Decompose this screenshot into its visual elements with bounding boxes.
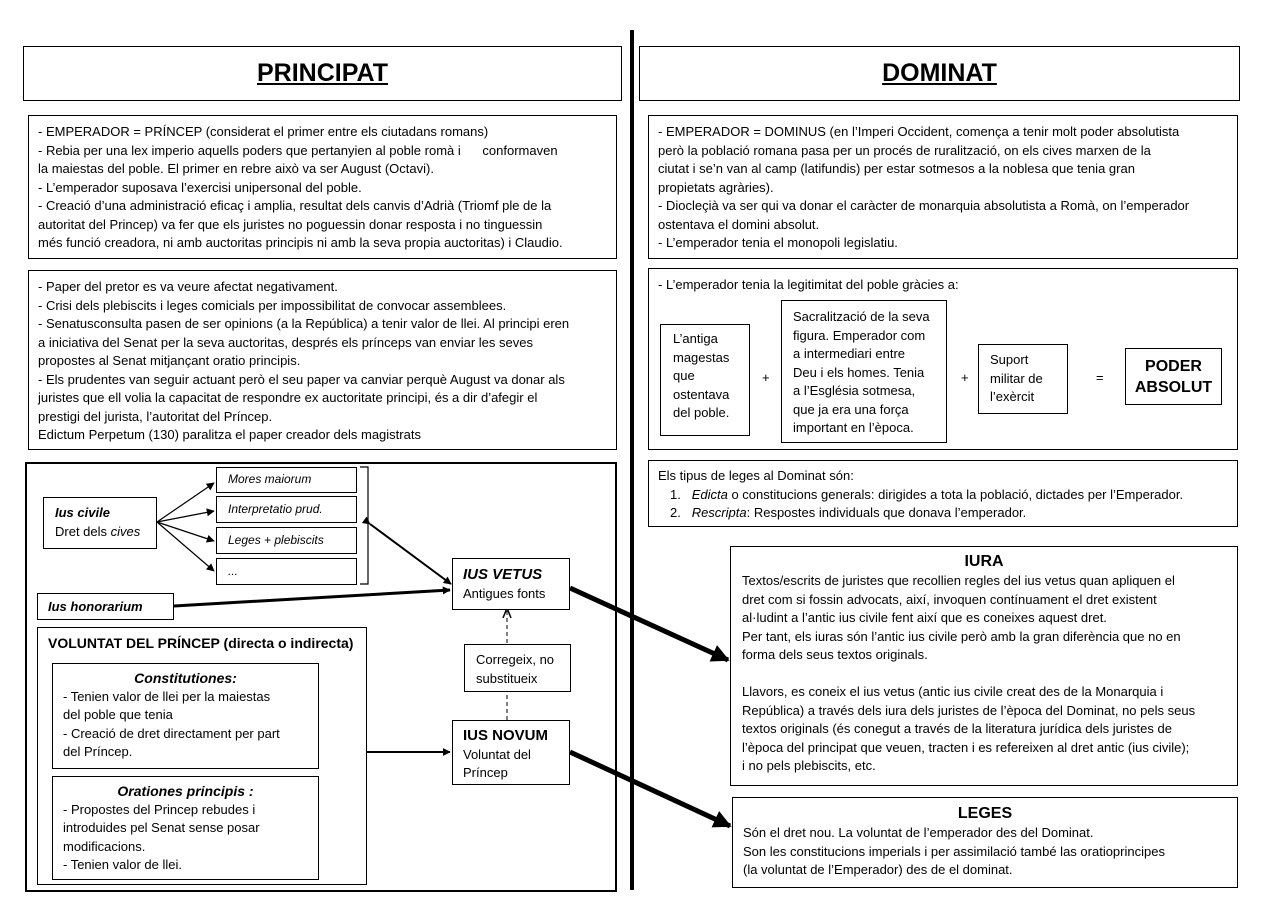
text-line: l’exèrcit <box>990 389 1035 404</box>
ius-civile-box <box>43 497 157 549</box>
principat-consequences-box <box>28 270 617 450</box>
text-line: (la voluntat de l’Emperador) des de el dominat. <box>743 862 1013 877</box>
text-line: - Rebia per una lex imperio aquells poders que pertanyien al poble romà i conformaven <box>38 142 558 158</box>
text-line: - Paper del pretor es va veure afectat negativament. <box>38 279 338 294</box>
text-line: PODER <box>1145 358 1202 375</box>
text-line: - Crisi dels plebiscits i leges comicials per impossibilitat de convocar assemblees. <box>38 297 507 313</box>
source-interpretatio: Interpretatio prud. <box>216 496 357 523</box>
text-line: però la població romana pasa per un procés de ruralització, on els cives marxen de la <box>658 142 1151 158</box>
text-line: Príncep <box>463 765 508 780</box>
text-line: ostentava el domini absolut. <box>658 216 820 232</box>
text-line: ostentava <box>673 386 730 402</box>
legitimitat-intro: - L’emperador tenia la legitimitat del poble gràcies a: <box>658 277 959 292</box>
dominat-title: DOMINAT <box>882 59 997 87</box>
text-line: i no pels plebiscits, etc. <box>742 758 876 773</box>
text-line: magestas <box>673 349 730 365</box>
text-line: - Els prudentes van seguir actuant però el seu paper va canviar perquè August va donar als <box>38 371 565 387</box>
text-line: del Príncep. <box>63 744 133 759</box>
text-line: - Senatusconsulta pasen de ser opinions (a la República) a tenir valor de llei. Al principi eren <box>38 316 570 331</box>
ius-vetus-subtitle: Antigues fonts <box>463 585 546 601</box>
text-line: Per tant, els iuras són l’antic ius civile però amb la gran diferència que no en <box>742 628 1181 644</box>
constitutiones-title: Constitutiones: <box>134 670 237 686</box>
text-line: - Diocleçià va ser qui va donar el caràcter de monarquia absolutista a Romà, on l’emperador <box>658 198 1190 213</box>
text-line: Textos/escrits de juristes que recollien regles del ius vetus quan apliquen el <box>742 573 1175 588</box>
text-line: a intermediari entre <box>793 346 905 361</box>
text-line: propostes al Senat mitjançant oratio principis. <box>38 353 301 368</box>
text-line: del poble. <box>673 405 730 420</box>
ius-civile-subtitle: Dret dels cives <box>55 523 141 539</box>
text-line: forma dels seus textos originals. <box>742 647 928 662</box>
text-line: República) a través dels iura dels juristes de l’època del Dominat, no pels seus <box>742 702 1196 718</box>
text-line: - EMPERADOR = PRÍNCEP (considerat el primer entre els ciutadans romans) <box>38 124 489 139</box>
tipus-intro: Els tipus de leges al Dominat són: <box>658 468 854 483</box>
iura-title: IURA <box>964 553 1004 570</box>
text-line: introduides pel Senat sense posar <box>63 820 260 835</box>
text-line: l’època del principat que veuen, tracten i es refereixen al dret antic (ius civile); <box>742 739 1190 755</box>
text-line: modificacions. <box>63 838 146 854</box>
text-line: Son les constitucions imperials i per assimilació també las oratioprincipes <box>743 843 1165 859</box>
text-line <box>742 665 1237 684</box>
ius-honorarium-box: Ius honorarium <box>37 593 174 620</box>
dominat-emperador-box <box>648 115 1238 259</box>
text-line: Deu i els homes. Tenia <box>793 364 925 380</box>
text-line: que <box>673 368 695 383</box>
tipus-item: 1. Edicta o constitucions generals: dirigides a tota la població, dictades per l’Emperador. <box>670 486 1184 502</box>
plus-sign: + <box>961 370 969 385</box>
ius-vetus-title: IUS VETUS <box>463 566 543 583</box>
text-line: - L’emperador tenia el monopoli legislatiu. <box>658 235 898 250</box>
ius-civile-title: Ius civile <box>55 505 110 520</box>
leges-title: LEGES <box>957 805 1013 822</box>
text-line: L’antiga <box>673 331 718 346</box>
text-line: textos originals (és conegut a través de la literatura jurídica dels juristes de <box>742 721 1172 736</box>
text-line: Corregeix, no <box>476 652 555 667</box>
ius-novum-box <box>452 720 570 785</box>
text-line: figura. Emperador com <box>793 327 926 343</box>
text-line: - Tenien valor de llei. <box>63 857 182 872</box>
text-line: substitueix <box>476 670 538 686</box>
text-line: militar de <box>990 370 1043 386</box>
dominat-title-box <box>639 46 1240 101</box>
leges-box <box>732 797 1238 888</box>
tipus-leges-box <box>648 460 1238 527</box>
source-mores: Mores maiorum <box>216 467 357 493</box>
text-line: a l’Església sotmesa, <box>793 383 916 398</box>
text-line: autoritat del Princep) va fer que els juristes no poguessin donar resposta i no tinguessin <box>38 216 543 232</box>
text-line: Sacralització de la seva <box>793 309 930 324</box>
text-line: Edictum Perpetum (130) paralitza el paper creador dels magistrats <box>38 427 421 442</box>
text-line: dret com si fossin advocats, així, invoquen contínuament el dret existent <box>742 591 1157 607</box>
text-line: prestigi del jurista, l’autoritat del Príncep. <box>38 408 273 424</box>
source-etc: ... <box>216 558 357 585</box>
text-line: - EMPERADOR = DOMINUS (en l’Imperi Occident, comença a tenir molt poder absolutista <box>658 124 1180 139</box>
text-line: juristes que ell volia la capacitat de respondre ex auctoritate principi, és a dir d’afegir el <box>38 390 538 405</box>
orationes-box <box>52 776 319 880</box>
iura-box <box>730 546 1238 786</box>
text-line: a iniciativa del Senat per la seva auctoritas, després els prínceps van enviar les seves <box>38 334 533 350</box>
text-line: - Tenien valor de llei per la maiestas <box>63 688 271 704</box>
text-line: - L’emperador suposava l’exercisi unipersonal del poble. <box>38 179 362 195</box>
text-line: al·ludint a l’antic ius civile fent així que es coneixes aquest dret. <box>742 610 1107 625</box>
text-line: més funció creadora, ni amb auctoritas principis ni amb la seva propia auctoritas) i Claudio. <box>38 235 563 250</box>
principat-emperador-box <box>28 115 617 259</box>
text-line: Voluntat del <box>463 746 531 762</box>
text-line: - Creació d’una administració eficaç i amplia, resultat dels canvis d’Adrià (Triomf ple de la <box>38 198 552 213</box>
principat-title-box <box>23 46 622 101</box>
ius-vetus-box <box>452 558 570 610</box>
text-line: la maiestas del poble. El primer en rebre això va ser August (Octavi). <box>38 161 434 176</box>
ius-novum-title: IUS NOVUM <box>463 727 549 744</box>
source-leges: Leges + plebiscits <box>216 527 357 554</box>
text-line: Són el dret nou. La voluntat de l’emperador des del Dominat. <box>743 825 1094 840</box>
text-line: - Creació de dret directament per part <box>63 725 280 741</box>
text-line: ciutat i se’n van al camp (latifundis) per estar sotmesos a la noblesa que tenia gran <box>658 161 1135 176</box>
tipus-item: 2. Rescripta: Respostes individuals que donava l’emperador. <box>670 505 1027 520</box>
text-line: que ja era una força <box>793 401 909 417</box>
text-line: - Propostes del Princep rebudes i <box>63 801 256 817</box>
poder-absolut-box <box>1125 348 1222 405</box>
equals-sign: = <box>1096 370 1104 385</box>
text-line: del poble que tenia <box>63 707 173 722</box>
text-line: propietats agràries). <box>658 179 774 195</box>
constitutiones-box <box>52 663 319 769</box>
equation-box-suport <box>978 344 1068 414</box>
equation-box-magestas <box>660 324 750 436</box>
voluntat-title: VOLUNTAT DEL PRÍNCEP (directa o indirecta) <box>48 635 354 651</box>
orationes-title: Orationes principis : <box>117 783 254 799</box>
text-line: Llavors, es coneix el ius vetus (antic ius civile creat des de la Monarquia i <box>742 684 1164 699</box>
plus-sign: + <box>762 370 770 385</box>
equation-box-sacralitzacio <box>781 300 947 443</box>
text-line: important en l’època. <box>793 420 914 435</box>
text-line: Suport <box>990 352 1029 367</box>
principat-title: PRINCIPAT <box>256 59 389 87</box>
text-line: ABSOLUT <box>1134 379 1213 396</box>
corregeix-box <box>464 644 571 692</box>
